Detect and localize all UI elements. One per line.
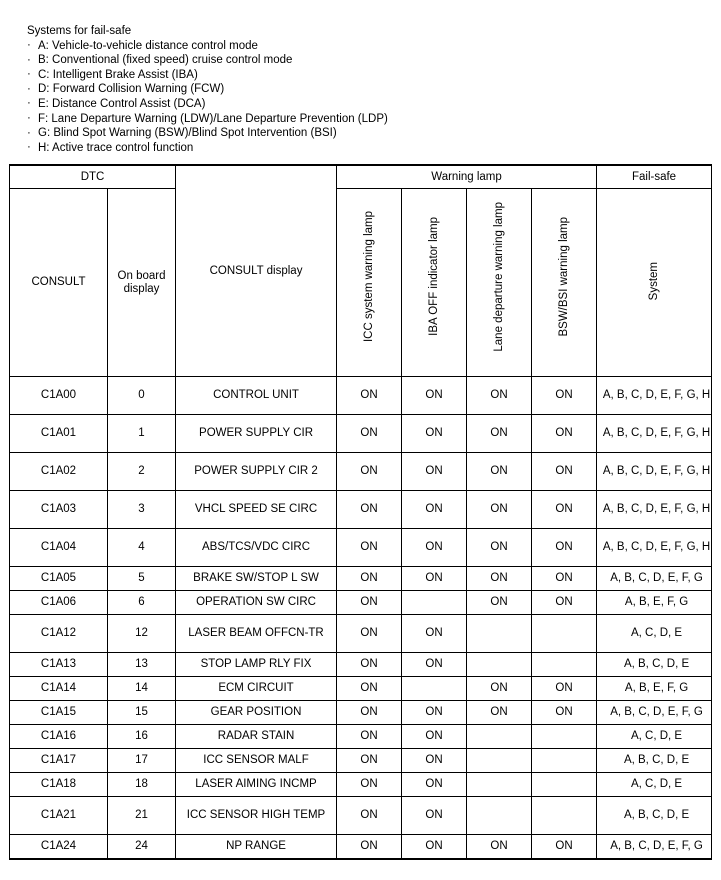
bullet-icon: · — [27, 126, 31, 139]
list-item-label: B: Conventional (fixed speed) cruise control mode — [38, 54, 293, 67]
cell-fail-safe-system: A, B, C, D, E, F, G, H — [597, 377, 712, 415]
cell-bsw-bsi-warning-lamp: ON — [532, 377, 597, 415]
bullet-icon: · — [27, 68, 31, 81]
cell-lane-departure-warning-lamp: ON — [467, 377, 532, 415]
cell-consult-display: ECM CIRCUIT — [176, 677, 337, 701]
cell-lane-departure-warning-lamp — [467, 749, 532, 773]
table-column-header-row — [10, 189, 712, 377]
cell-iba-off-indicator-lamp: ON — [402, 415, 467, 453]
cell-lane-departure-warning-lamp — [467, 725, 532, 749]
cell-consult: C1A17 — [10, 749, 108, 773]
table-row — [10, 377, 712, 415]
cell-lane-departure-warning-lamp — [467, 615, 532, 653]
list-item-label: C: Intelligent Brake Assist (IBA) — [38, 68, 198, 81]
cell-consult-display: NP RANGE — [176, 835, 337, 860]
dtc-table — [9, 164, 712, 860]
table-row — [10, 453, 712, 491]
cell-consult-display: ICC SENSOR HIGH TEMP — [176, 797, 337, 835]
cell-iba-off-indicator-lamp: ON — [402, 567, 467, 591]
list-item — [27, 39, 721, 54]
cell-bsw-bsi-warning-lamp — [532, 797, 597, 835]
cell-onboard-display: 14 — [108, 677, 176, 701]
cell-consult: C1A06 — [10, 591, 108, 615]
legend-list — [27, 39, 721, 156]
cell-onboard-display: 1 — [108, 415, 176, 453]
cell-onboard-display: 21 — [108, 797, 176, 835]
cell-iba-off-indicator-lamp: ON — [402, 529, 467, 567]
cell-bsw-bsi-warning-lamp: ON — [532, 415, 597, 453]
table-body — [10, 377, 712, 860]
table-row — [10, 835, 712, 860]
cell-iba-off-indicator-lamp: ON — [402, 835, 467, 860]
bullet-icon: · — [27, 82, 31, 95]
cell-consult: C1A03 — [10, 491, 108, 529]
cell-bsw-bsi-warning-lamp: ON — [532, 453, 597, 491]
fail-safe-systems-legend — [0, 0, 721, 155]
cell-consult: C1A14 — [10, 677, 108, 701]
cell-icc-system-warning-lamp: ON — [337, 377, 402, 415]
legend-title: Systems for fail-safe — [27, 25, 132, 37]
column-header-iba-off-indicator-lamp — [402, 189, 467, 377]
cell-bsw-bsi-warning-lamp: ON — [532, 567, 597, 591]
cell-fail-safe-system: A, B, C, D, E — [597, 749, 712, 773]
cell-onboard-display: 15 — [108, 701, 176, 725]
cell-fail-safe-system: A, B, C, D, E, F, G, H — [597, 529, 712, 567]
column-header-consult: CONSULT — [10, 189, 108, 377]
list-item-label: H: Active trace control function — [38, 141, 194, 154]
cell-iba-off-indicator-lamp: ON — [402, 453, 467, 491]
column-header-system — [597, 189, 712, 377]
cell-consult-display: ICC SENSOR MALF — [176, 749, 337, 773]
list-item — [27, 112, 721, 127]
table-row — [10, 567, 712, 591]
cell-consult-display: VHCL SPEED SE CIRC — [176, 491, 337, 529]
table-row — [10, 653, 712, 677]
cell-consult-display: POWER SUPPLY CIR 2 — [176, 453, 337, 491]
table-row — [10, 725, 712, 749]
bullet-icon: · — [27, 53, 31, 66]
bullet-icon: · — [27, 39, 31, 52]
cell-icc-system-warning-lamp: ON — [337, 453, 402, 491]
cell-lane-departure-warning-lamp — [467, 773, 532, 797]
cell-iba-off-indicator-lamp — [402, 677, 467, 701]
cell-consult-display: BRAKE SW/STOP L SW — [176, 567, 337, 591]
cell-icc-system-warning-lamp: ON — [337, 797, 402, 835]
rotated-label: BSW/BSI warning lamp — [557, 216, 570, 337]
rotated-label: Lane departure warning lamp — [492, 201, 505, 352]
cell-lane-departure-warning-lamp: ON — [467, 677, 532, 701]
cell-onboard-display: 17 — [108, 749, 176, 773]
cell-icc-system-warning-lamp: ON — [337, 835, 402, 860]
cell-consult: C1A21 — [10, 797, 108, 835]
cell-fail-safe-system: A, B, E, F, G — [597, 677, 712, 701]
cell-consult: C1A24 — [10, 835, 108, 860]
cell-fail-safe-system: A, B, C, D, E — [597, 653, 712, 677]
table-row — [10, 491, 712, 529]
cell-bsw-bsi-warning-lamp: ON — [532, 701, 597, 725]
cell-consult-display: OPERATION SW CIRC — [176, 591, 337, 615]
cell-iba-off-indicator-lamp: ON — [402, 701, 467, 725]
list-item — [27, 82, 721, 97]
cell-onboard-display: 24 — [108, 835, 176, 860]
cell-consult: C1A02 — [10, 453, 108, 491]
list-item — [27, 126, 721, 141]
cell-iba-off-indicator-lamp: ON — [402, 491, 467, 529]
cell-fail-safe-system: A, C, D, E — [597, 773, 712, 797]
table-row — [10, 701, 712, 725]
list-item-label: A: Vehicle-to-vehicle distance control mode — [38, 39, 258, 52]
column-header-lane-departure-warning-lamp — [467, 189, 532, 377]
rotated-label: IBA OFF indicator lamp — [427, 216, 440, 336]
table-row — [10, 529, 712, 567]
cell-fail-safe-system: A, C, D, E — [597, 615, 712, 653]
onboard-display-lines — [108, 270, 175, 295]
cell-lane-departure-warning-lamp: ON — [467, 835, 532, 860]
cell-icc-system-warning-lamp: ON — [337, 567, 402, 591]
group-header-warning-lamp: Warning lamp — [337, 165, 597, 189]
list-item-label: D: Forward Collision Warning (FCW) — [38, 83, 225, 96]
cell-bsw-bsi-warning-lamp — [532, 653, 597, 677]
cell-icc-system-warning-lamp: ON — [337, 415, 402, 453]
rotated-label: System — [647, 261, 660, 301]
cell-iba-off-indicator-lamp: ON — [402, 797, 467, 835]
cell-onboard-display: 5 — [108, 567, 176, 591]
cell-consult-display: ABS/TCS/VDC CIRC — [176, 529, 337, 567]
table-group-header-row — [10, 165, 712, 189]
column-header-onboard-display — [108, 189, 176, 377]
column-header-bsw-bsi-warning-lamp — [532, 189, 597, 377]
table-row — [10, 797, 712, 835]
bullet-icon: · — [27, 97, 31, 110]
cell-fail-safe-system: A, B, C, D, E, F, G, H — [597, 415, 712, 453]
cell-onboard-display: 3 — [108, 491, 176, 529]
cell-lane-departure-warning-lamp: ON — [467, 701, 532, 725]
cell-bsw-bsi-warning-lamp — [532, 615, 597, 653]
cell-fail-safe-system: A, B, C, D, E, F, G, H — [597, 491, 712, 529]
bullet-icon: · — [27, 141, 31, 154]
onboard-display-line2: display — [123, 282, 160, 295]
cell-fail-safe-system: A, C, D, E — [597, 725, 712, 749]
cell-icc-system-warning-lamp: ON — [337, 701, 402, 725]
onboard-display-line1: On board — [117, 270, 166, 283]
cell-iba-off-indicator-lamp: ON — [402, 377, 467, 415]
cell-onboard-display: 12 — [108, 615, 176, 653]
column-header-consult-display: CONSULT display — [176, 165, 337, 377]
table-row — [10, 415, 712, 453]
cell-lane-departure-warning-lamp: ON — [467, 591, 532, 615]
cell-iba-off-indicator-lamp: ON — [402, 725, 467, 749]
cell-bsw-bsi-warning-lamp: ON — [532, 491, 597, 529]
cell-consult-display: LASER AIMING INCMP — [176, 773, 337, 797]
table-row — [10, 773, 712, 797]
cell-consult: C1A15 — [10, 701, 108, 725]
cell-consult: C1A04 — [10, 529, 108, 567]
table-row — [10, 677, 712, 701]
cell-consult: C1A16 — [10, 725, 108, 749]
cell-fail-safe-system: A, B, E, F, G — [597, 591, 712, 615]
cell-fail-safe-system: A, B, C, D, E — [597, 797, 712, 835]
cell-fail-safe-system: A, B, C, D, E, F, G — [597, 835, 712, 860]
cell-icc-system-warning-lamp: ON — [337, 725, 402, 749]
cell-bsw-bsi-warning-lamp: ON — [532, 591, 597, 615]
cell-icc-system-warning-lamp: ON — [337, 677, 402, 701]
table-row — [10, 749, 712, 773]
cell-iba-off-indicator-lamp — [402, 591, 467, 615]
table-head — [10, 165, 712, 377]
cell-lane-departure-warning-lamp — [467, 797, 532, 835]
cell-bsw-bsi-warning-lamp — [532, 725, 597, 749]
cell-onboard-display: 4 — [108, 529, 176, 567]
table-row — [10, 615, 712, 653]
list-item-label: F: Lane Departure Warning (LDW)/Lane Departure Prevention (LDP) — [38, 112, 388, 125]
cell-consult: C1A13 — [10, 653, 108, 677]
list-item — [27, 141, 721, 156]
table-row — [10, 591, 712, 615]
list-item-label: E: Distance Control Assist (DCA) — [38, 97, 206, 110]
cell-icc-system-warning-lamp: ON — [337, 773, 402, 797]
cell-consult-display: CONTROL UNIT — [176, 377, 337, 415]
cell-onboard-display: 16 — [108, 725, 176, 749]
cell-lane-departure-warning-lamp: ON — [467, 415, 532, 453]
cell-iba-off-indicator-lamp: ON — [402, 615, 467, 653]
cell-consult-display: STOP LAMP RLY FIX — [176, 653, 337, 677]
cell-onboard-display: 2 — [108, 453, 176, 491]
list-item — [27, 97, 721, 112]
cell-consult: C1A18 — [10, 773, 108, 797]
cell-fail-safe-system: A, B, C, D, E, F, G, H — [597, 453, 712, 491]
cell-icc-system-warning-lamp: ON — [337, 615, 402, 653]
cell-onboard-display: 13 — [108, 653, 176, 677]
cell-icc-system-warning-lamp: ON — [337, 491, 402, 529]
column-header-icc-system-warning-lamp — [337, 189, 402, 377]
cell-iba-off-indicator-lamp: ON — [402, 749, 467, 773]
cell-lane-departure-warning-lamp: ON — [467, 453, 532, 491]
group-header-dtc: DTC — [10, 165, 176, 189]
cell-bsw-bsi-warning-lamp — [532, 773, 597, 797]
cell-icc-system-warning-lamp: ON — [337, 591, 402, 615]
cell-iba-off-indicator-lamp: ON — [402, 653, 467, 677]
cell-fail-safe-system: A, B, C, D, E, F, G — [597, 567, 712, 591]
cell-consult: C1A05 — [10, 567, 108, 591]
rotated-label: ICC system warning lamp — [362, 210, 375, 342]
cell-lane-departure-warning-lamp: ON — [467, 529, 532, 567]
cell-consult: C1A00 — [10, 377, 108, 415]
cell-fail-safe-system: A, B, C, D, E, F, G — [597, 701, 712, 725]
cell-lane-departure-warning-lamp: ON — [467, 567, 532, 591]
cell-bsw-bsi-warning-lamp: ON — [532, 835, 597, 860]
cell-bsw-bsi-warning-lamp — [532, 749, 597, 773]
cell-lane-departure-warning-lamp: ON — [467, 491, 532, 529]
cell-onboard-display: 0 — [108, 377, 176, 415]
cell-icc-system-warning-lamp: ON — [337, 749, 402, 773]
group-header-fail-safe: Fail-safe — [597, 165, 712, 189]
cell-consult-display: GEAR POSITION — [176, 701, 337, 725]
cell-icc-system-warning-lamp: ON — [337, 529, 402, 567]
cell-lane-departure-warning-lamp — [467, 653, 532, 677]
list-item — [27, 53, 721, 68]
cell-consult: C1A01 — [10, 415, 108, 453]
cell-iba-off-indicator-lamp: ON — [402, 773, 467, 797]
cell-onboard-display: 6 — [108, 591, 176, 615]
cell-icc-system-warning-lamp: ON — [337, 653, 402, 677]
cell-bsw-bsi-warning-lamp: ON — [532, 677, 597, 701]
cell-onboard-display: 18 — [108, 773, 176, 797]
list-item-label: G: Blind Spot Warning (BSW)/Blind Spot Intervention (BSI) — [38, 127, 337, 140]
cell-bsw-bsi-warning-lamp: ON — [532, 529, 597, 567]
bullet-icon: · — [27, 112, 31, 125]
cell-consult-display: RADAR STAIN — [176, 725, 337, 749]
cell-consult-display: POWER SUPPLY CIR — [176, 415, 337, 453]
list-item — [27, 68, 721, 83]
dtc-table-container — [9, 164, 712, 860]
cell-consult-display: LASER BEAM OFFCN-TR — [176, 615, 337, 653]
cell-consult: C1A12 — [10, 615, 108, 653]
